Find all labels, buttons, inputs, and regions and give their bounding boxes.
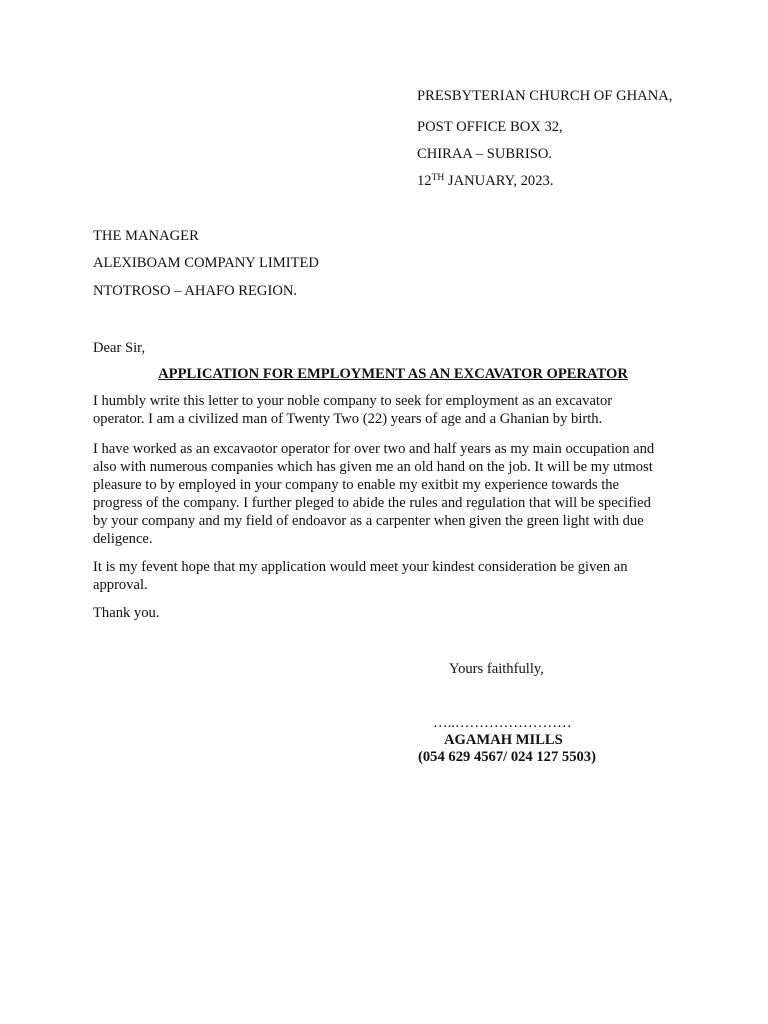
letter-date [417,172,553,190]
body-line: approval. [93,577,148,593]
date-rest: JANUARY, 2023. [444,173,554,189]
sender-box: POST OFFICE BOX 32, [417,119,563,135]
signatory-name: AGAMAH MILLS [444,732,563,748]
body-paragraph-1 [93,392,693,428]
body-line: I humbly write this letter to your noble company to seek for employment as an excavator [93,393,613,409]
body-line: deligence. [93,531,153,547]
signatory-phone: (054 629 4567/ 024 127 5503) [418,749,596,765]
body-paragraph-3 [93,558,693,594]
body-line: also with numerous companies which has given me an old hand on the job. It will be my utmost [93,459,653,475]
signature-line: …..…………………… [433,715,572,731]
recipient-title: THE MANAGER [93,228,199,244]
body-paragraph-4 [93,604,693,622]
recipient-company: ALEXIBOAM COMPANY LIMITED [93,255,319,271]
body-paragraph-2 [93,440,693,548]
body-line: by your company and my field of endoavor as a carpenter when given the green light with due [93,513,644,529]
date-suffix: TH [431,173,445,183]
body-line: pleasure to by employed in your company to enable my exitbit my experience towards the [93,477,620,493]
subject-heading: APPLICATION FOR EMPLOYMENT AS AN EXCAVATOR OPERATOR [158,366,628,382]
body-line: It is my fevent hope that my application would meet your kindest consideration be given an [93,559,628,575]
body-line: progress of the company. I further pleged to abide the rules and regulation that will be specified [93,495,651,511]
recipient-location: NTOTROSO – AHAFO REGION. [93,283,298,299]
valediction: Yours faithfully, [449,661,544,677]
body-line: I have worked as an excavaotor operator for over two and half years as my main occupation and [93,441,655,457]
body-line: operator. I am a civilized man of Twenty Two (22) years of age and a Ghanian by birth. [93,411,603,427]
sender-town: CHIRAA – SUBRISO. [417,146,553,162]
salutation: Dear Sir, [93,340,146,356]
sender-org: PRESBYTERIAN CHURCH OF GHANA, [417,88,673,104]
date-day: 12 [417,173,432,189]
body-line: Thank you. [93,605,160,621]
